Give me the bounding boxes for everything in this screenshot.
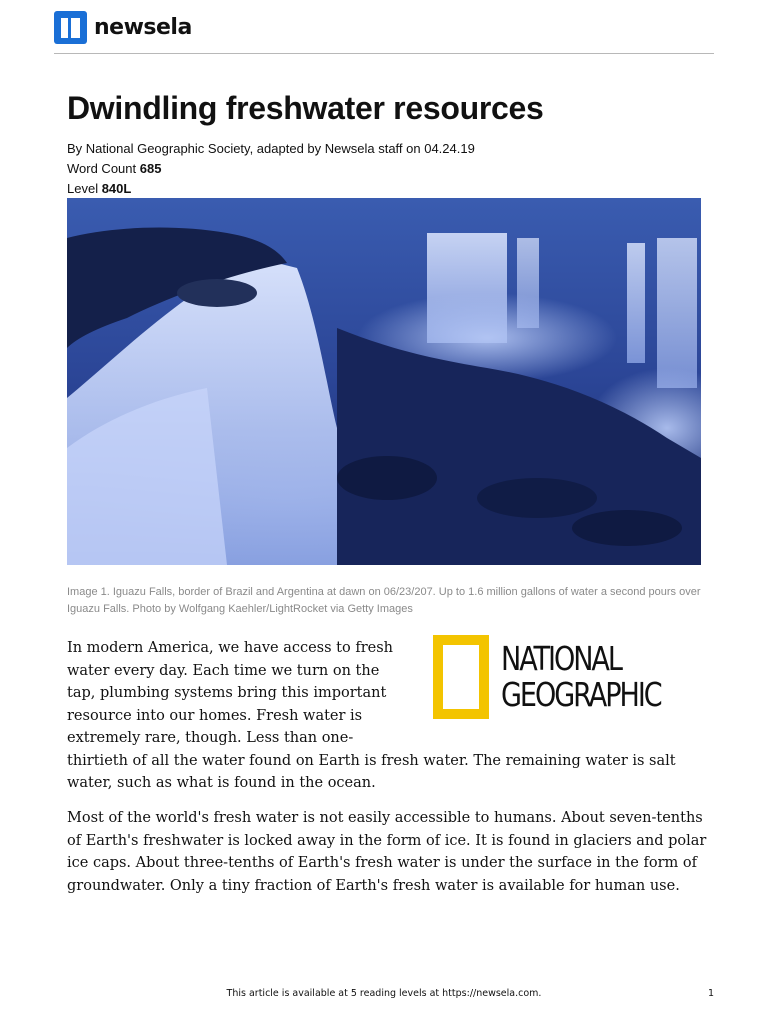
header-divider (54, 53, 714, 54)
image-caption: Image 1. Iguazu Falls, border of Brazil and Argentina at dawn on 06/23/207. Up to 1.6 million gallons of water a second pours over Iguazu Falls. Photo by Wolfgang Kaehler/LightRocket via Getty Images (67, 586, 701, 615)
paragraph-1-text: In modern America, we have access to fresh water every day. Each time we turn on the tap, plumbing systems bring this important resource into our homes. Fresh water is extremely rare, though. Less than one-thirtieth of all the water found on Earth is fresh water. The remaining water is salt water, such as what is found in the ocean. (67, 640, 676, 791)
article-byline: By National Geographic Society, adapted by Newsela staff on 04.24.19 (67, 141, 475, 156)
waterfall-photo-icon (67, 198, 701, 565)
page-number: 1 (708, 988, 715, 999)
paragraph-1 (67, 637, 707, 795)
newsela-wordmark[interactable]: newsela (94, 14, 192, 40)
article-title: Dwindling freshwater resources (67, 90, 544, 126)
word-count-label: Word Count (67, 161, 137, 176)
level-value: 840L (101, 181, 132, 196)
footer-note: This article is available at 5 reading levels at https://newsela.com. (226, 988, 542, 999)
newsela-header (54, 10, 192, 44)
paragraph-2: Most of the world's fresh water is not easily accessible to humans. About seven-tenths of Earth's freshwater is locked away in the form of ice. It is found in glaciers and polar ice caps. About three-tenths of Earth's fresh water is under the surface in the form of groundwater. Only a tiny fraction of Earth's fresh water is available for human use. (67, 810, 707, 894)
newsela-logo-icon[interactable] (54, 11, 87, 44)
word-count (67, 161, 161, 176)
logo-spine-shape (68, 18, 71, 38)
level-label: Level (67, 181, 99, 196)
ng-line-2: GEOGRAPHIC (501, 675, 661, 714)
word-count-value: 685 (139, 161, 162, 176)
ng-line-1: NATIONAL (501, 639, 621, 678)
reading-level (67, 181, 131, 196)
logo-float-spacer (402, 637, 707, 747)
